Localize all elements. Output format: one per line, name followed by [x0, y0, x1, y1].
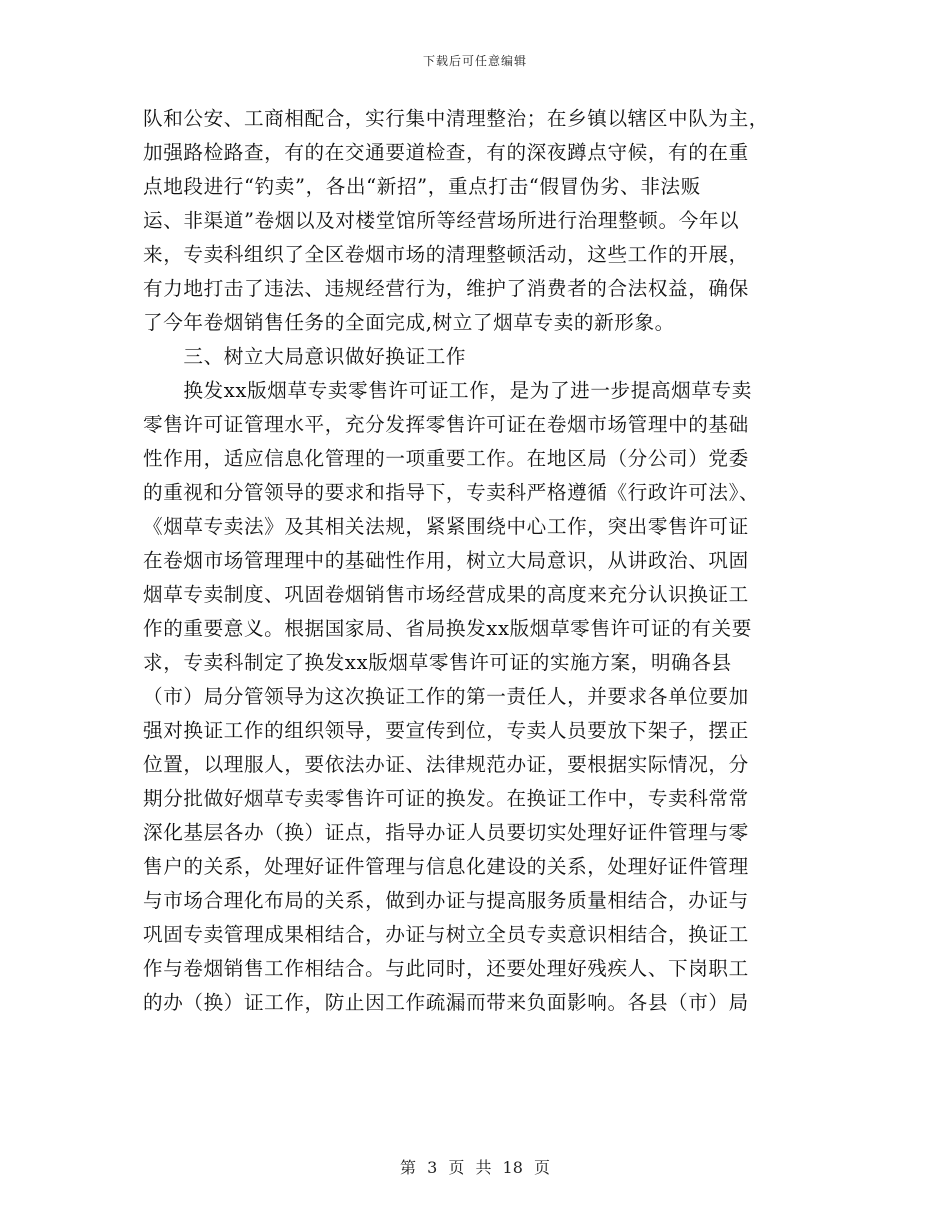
body-line: 求，专卖科制定了换发xx版烟草零售许可证的实施方案，明确各县: [143, 651, 732, 674]
body-line: 换发xx版烟草专卖零售许可证工作，是为了进一步提高烟草专卖: [143, 379, 752, 402]
body-line: 零售许可证管理水平，充分发挥零售许可证在卷烟市场管理中的基础: [143, 413, 749, 436]
body-line: 《烟草专卖法》及其相关法规，紧紧围绕中心工作，突出零售许可证: [143, 515, 749, 538]
body-line: 来，专卖科组织了全区卷烟市场的清理整顿活动，这些工作的开展，: [143, 243, 749, 266]
body-line: 队和公安、工商相配合，实行集中清理整治；在乡镇以辖区中队为主，: [143, 107, 770, 130]
body-line: 作与卷烟销售工作相结合。与此同时，还要处理好残疾人、下岗职工: [143, 957, 749, 980]
body-line: 期分批做好烟草专卖零售许可证的换发。在换证工作中，专卖科常常: [143, 787, 749, 810]
body-line: 售户的关系，处理好证件管理与信息化建设的关系，处理好证件管理: [143, 855, 749, 878]
body-line: 点地段进行“钓卖”，各出“新招”，重点打击“假冒伪劣、非法贩: [143, 175, 701, 198]
body-line: 强对换证工作的组织领导，要宣传到位，专卖人员要放下架子，摆正: [143, 719, 749, 742]
document-body: [143, 102, 803, 1020]
body-line: 在卷烟市场管理理中的基础性作用，树立大局意识，从讲政治、巩固: [143, 549, 749, 572]
body-line: 作的重要意义。根据国家局、省局换发xx版烟草零售许可证的有关要: [143, 617, 752, 640]
body-line: 性作用，适应信息化管理的一项重要工作。在地区局（分公司）党委: [143, 447, 749, 470]
section-heading: 三、树立大局意识做好换证工作: [143, 345, 467, 368]
body-line: 了今年卷烟销售任务的全面完成,树立了烟草专卖的新形象。: [143, 311, 675, 334]
body-line: 深化基层各办（换）证点，指导办证人员要切实处理好证件管理与零: [143, 821, 749, 844]
page-number-footer: 第 3 页 共 18 页: [400, 1158, 550, 1177]
body-line: 与市场合理化布局的关系，做到办证与提高服务质量相结合，办证与: [143, 889, 749, 912]
body-line: 有力地打击了违法、违规经营行为，维护了消费者的合法权益，确保: [143, 277, 749, 300]
page-header-note: 下载后可任意编辑: [422, 54, 527, 68]
body-line: 位置，以理服人，要依法办证、法律规范办证，要根据实际情况，分: [143, 753, 749, 776]
body-line: 运、非渠道”卷烟以及对楼堂馆所等经营场所进行治理整顿。今年以: [143, 209, 740, 232]
body-line: 烟草专卖制度、巩固卷烟销售市场经营成果的高度来充分认识换证工: [143, 583, 749, 606]
body-line: 加强路检路查，有的在交通要道检查，有的深夜蹲点守候，有的在重: [143, 141, 749, 164]
body-line: 的办（换）证工作，防止因工作疏漏而带来负面影响。各县（市）局: [143, 991, 749, 1014]
body-line: 的重视和分管领导的要求和指导下，专卖科严格遵循《行政许可法》、: [143, 481, 760, 504]
body-line: 巩固专卖管理成果相结合，办证与树立全员专卖意识相结合，换证工: [143, 923, 749, 946]
body-line: （市）局分管领导为这次换证工作的第一责任人，并要求各单位要加: [143, 685, 749, 708]
